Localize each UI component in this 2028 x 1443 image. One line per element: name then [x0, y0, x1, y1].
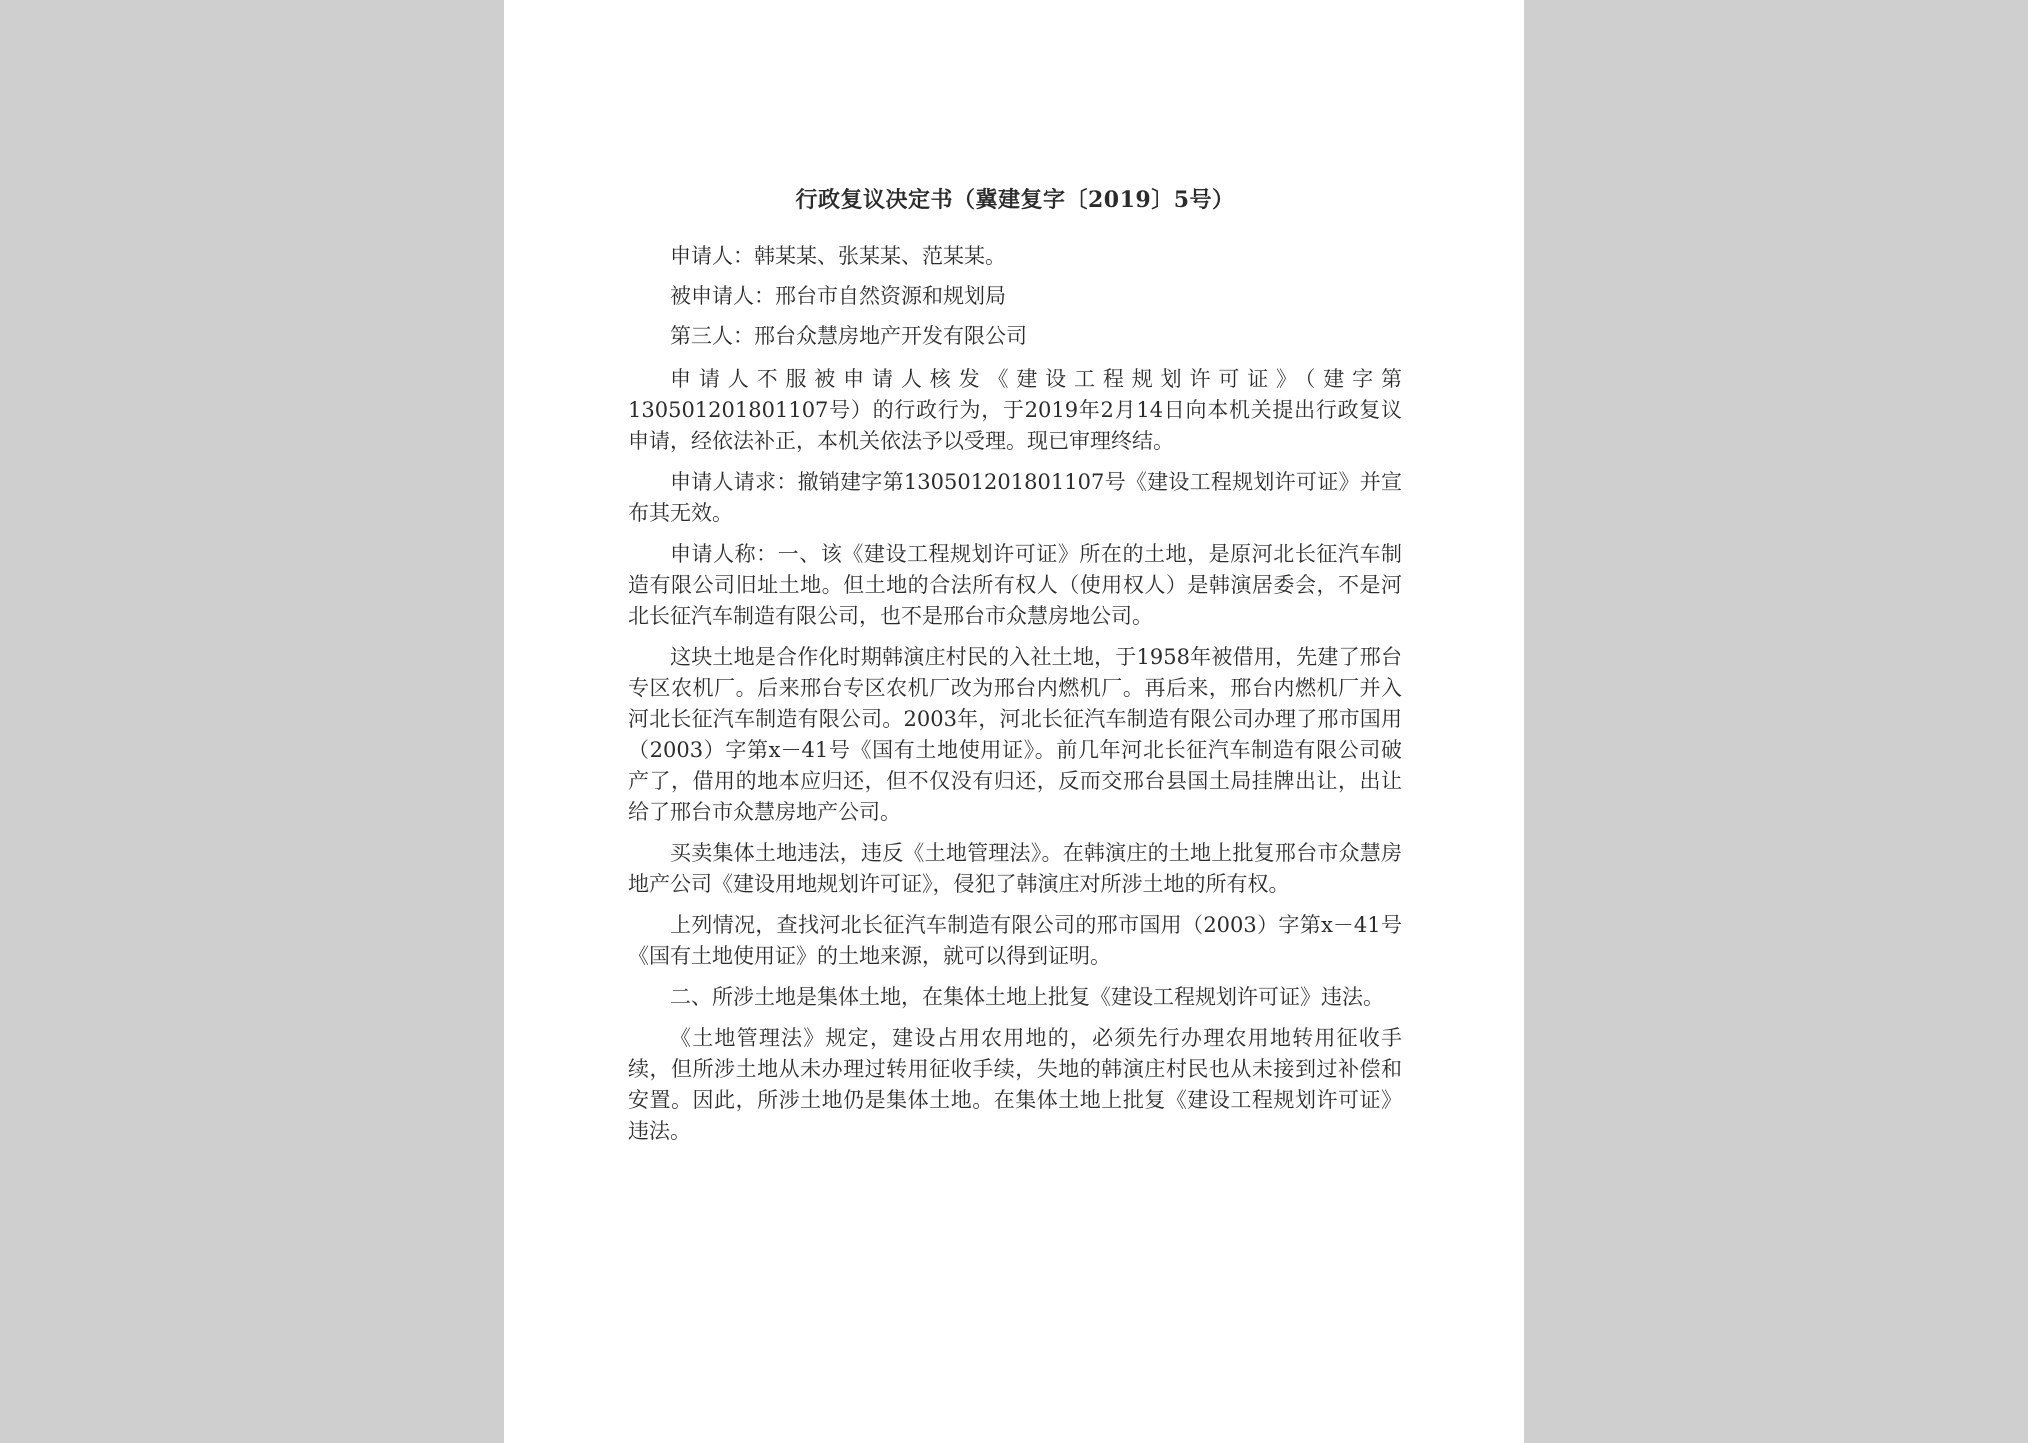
paragraph-land-law: 《土地管理法》规定，建设占用农用地的，必须先行办理农用地转用征收手续，但所涉土地从未办理过转用征收手续，失地的韩演庄村民也从未接到过补偿和安置。因此，所涉土地仍是集体土地。在集体土地上批复《建设工程规划许可证》违法。 — [628, 1026, 1402, 1143]
third-party-line: 第三人：邢台众慧房地产开发有限公司 — [670, 324, 1027, 348]
respondent-line: 被申请人：邢台市自然资源和规划局 — [670, 284, 1006, 308]
paragraph-land-history: 这块土地是合作化时期韩演庄村民的入社土地，于1958年被借用，先建了邢台专区农机厂。后来邢台专区农机厂改为邢台内燃机厂。再后来，邢台内燃机厂并入河北长征汽车制造有限公司。2003年，河北长征汽车制造有限公司办理了邢市国用（2003）字第x－41号《国有土地使用证》。前几年河北长征汽车制造有限公司破产了，借用的地本应归还，但不仅没有归还，反而交邢台县国土局挂牌出让，出让给了邢台市众慧房地产公司。 — [628, 645, 1402, 824]
document-page — [504, 0, 1524, 1443]
paragraph-claim-1: 申请人称：一、该《建设工程规划许可证》所在的土地，是原河北长征汽车制造有限公司旧址土地。但土地的合法所有权人（使用权人）是韩演居委会，不是河北长征汽车制造有限公司，也不是邢台市众慧房地公司。 — [628, 542, 1402, 628]
paragraph-illegal-sale: 买卖集体土地违法，违反《土地管理法》。在韩演庄的土地上批复邢台市众慧房地产公司《建设用地规划许可证》，侵犯了韩演庄对所涉土地的所有权。 — [628, 841, 1402, 896]
paragraph-intro: 申请人不服被申请人核发《建设工程规划许可证》（建字第130501201801107号）的行政行为，于2019年2月14日向本机关提出行政复议申请，经依法补正，本机关依法予以受理。现已审理终结。 — [628, 367, 1402, 453]
applicant-line: 申请人：韩某某、张某某、范某某。 — [670, 244, 1006, 268]
paragraph-claim-2: 二、所涉土地是集体土地，在集体土地上批复《建设工程规划许可证》违法。 — [670, 985, 1384, 1009]
paragraph-evidence: 上列情况，查找河北长征汽车制造有限公司的邢市国用（2003）字第x－41号《国有土地使用证》的土地来源，就可以得到证明。 — [628, 913, 1402, 968]
document-body — [628, 182, 1402, 1147]
document-title: 行政复议决定书（冀建复字〔2019〕5号） — [795, 187, 1235, 213]
paragraph-request: 申请人请求：撤销建字第130501201801107号《建设工程规划许可证》并宣布其无效。 — [628, 470, 1402, 525]
